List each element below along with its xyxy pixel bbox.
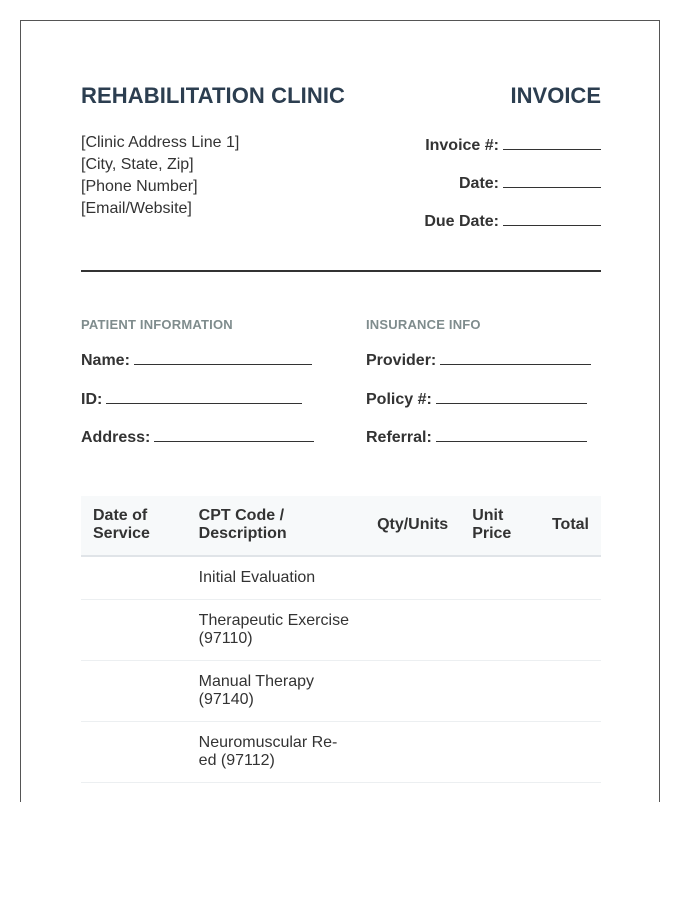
- address-line-2: [City, State, Zip]: [81, 156, 194, 173]
- insurance-referral-label: Referral:: [366, 429, 432, 446]
- row-description-cell: Initial Evaluation: [187, 556, 365, 600]
- table-row: [81, 600, 601, 661]
- row-price-cell[interactable]: [460, 556, 540, 600]
- insurance-info-heading: INSURANCE INFO: [366, 317, 481, 332]
- row-date-cell[interactable]: [81, 600, 187, 661]
- column-header-qty: Qty/Units: [365, 496, 460, 556]
- insurance-referral-field: [366, 427, 587, 447]
- table-row: [81, 722, 601, 783]
- clinic-name: REHABILITATION CLINIC: [81, 83, 346, 108]
- insurance-info: [366, 317, 481, 446]
- insurance-policy-field: [366, 389, 587, 409]
- row-total-cell[interactable]: [540, 600, 601, 661]
- row-date-cell[interactable]: [81, 556, 187, 600]
- row-description-cell: Manual Therapy (97140): [187, 661, 365, 722]
- row-qty-cell[interactable]: [365, 556, 460, 600]
- insurance-provider-label: Provider:: [366, 352, 437, 369]
- due-date-field: [424, 211, 601, 249]
- invoice-date-label: Date:: [458, 175, 499, 192]
- due-date-blank[interactable]: [503, 211, 601, 226]
- address-line-4: [Email/Website]: [81, 200, 192, 217]
- patient-address-blank[interactable]: [154, 427, 314, 442]
- table-row: [81, 661, 601, 722]
- insurance-provider-blank[interactable]: [440, 350, 591, 365]
- patient-id-blank[interactable]: [106, 389, 302, 404]
- invoice-content: [81, 21, 601, 769]
- patient-info-heading: PATIENT INFORMATION: [81, 317, 233, 332]
- row-total-cell[interactable]: [540, 661, 601, 722]
- invoice-header: [81, 21, 601, 271]
- row-price-cell[interactable]: [460, 600, 540, 661]
- invoice-page: [20, 20, 660, 802]
- insurance-policy-label: Policy #:: [366, 391, 432, 408]
- patient-name-field: [81, 350, 312, 370]
- invoice-date-blank[interactable]: [503, 173, 601, 188]
- services-table: [81, 496, 601, 783]
- insurance-provider-field: [366, 350, 591, 370]
- column-header-total: Total: [540, 496, 601, 556]
- row-date-cell[interactable]: [81, 661, 187, 722]
- insurance-policy-blank[interactable]: [436, 389, 587, 404]
- row-total-cell[interactable]: [540, 556, 601, 600]
- row-qty-cell[interactable]: [365, 722, 460, 783]
- patient-id-label: ID:: [81, 391, 103, 408]
- address-line-1: [Clinic Address Line 1]: [81, 134, 240, 151]
- patient-info: [81, 317, 233, 446]
- patient-address-label: Address:: [81, 429, 151, 446]
- patient-name-label: Name:: [81, 352, 130, 369]
- column-header-date: Date of Service: [81, 496, 187, 556]
- row-qty-cell[interactable]: [365, 661, 460, 722]
- header-divider: [81, 270, 601, 272]
- column-header-description: CPT Code / Description: [187, 496, 365, 556]
- row-date-cell[interactable]: [81, 722, 187, 783]
- row-price-cell[interactable]: [460, 661, 540, 722]
- row-total-cell[interactable]: [540, 722, 601, 783]
- due-date-label: Due Date:: [424, 213, 499, 230]
- row-description-cell: Therapeutic Exercise (97110): [187, 600, 365, 661]
- patient-address-field: [81, 427, 314, 447]
- invoice-title: INVOICE: [510, 83, 601, 108]
- services-table-wrap: [81, 496, 601, 783]
- table-row: [81, 556, 601, 600]
- insurance-referral-blank[interactable]: [436, 427, 587, 442]
- patient-name-blank[interactable]: [134, 350, 312, 365]
- row-price-cell[interactable]: [460, 722, 540, 783]
- invoice-number-blank[interactable]: [503, 135, 601, 150]
- invoice-meta-block: [424, 135, 601, 249]
- invoice-number-field: [424, 135, 601, 173]
- clinic-address-block: [81, 132, 239, 220]
- patient-id-field: [81, 389, 302, 409]
- column-header-price: Unit Price: [460, 496, 540, 556]
- invoice-date-field: [424, 173, 601, 211]
- invoice-number-label: Invoice #:: [425, 137, 499, 154]
- table-header-row: [81, 496, 601, 556]
- row-description-cell: Neuromuscular Re-ed (97112): [187, 722, 365, 783]
- row-qty-cell[interactable]: [365, 600, 460, 661]
- address-line-3: [Phone Number]: [81, 178, 198, 195]
